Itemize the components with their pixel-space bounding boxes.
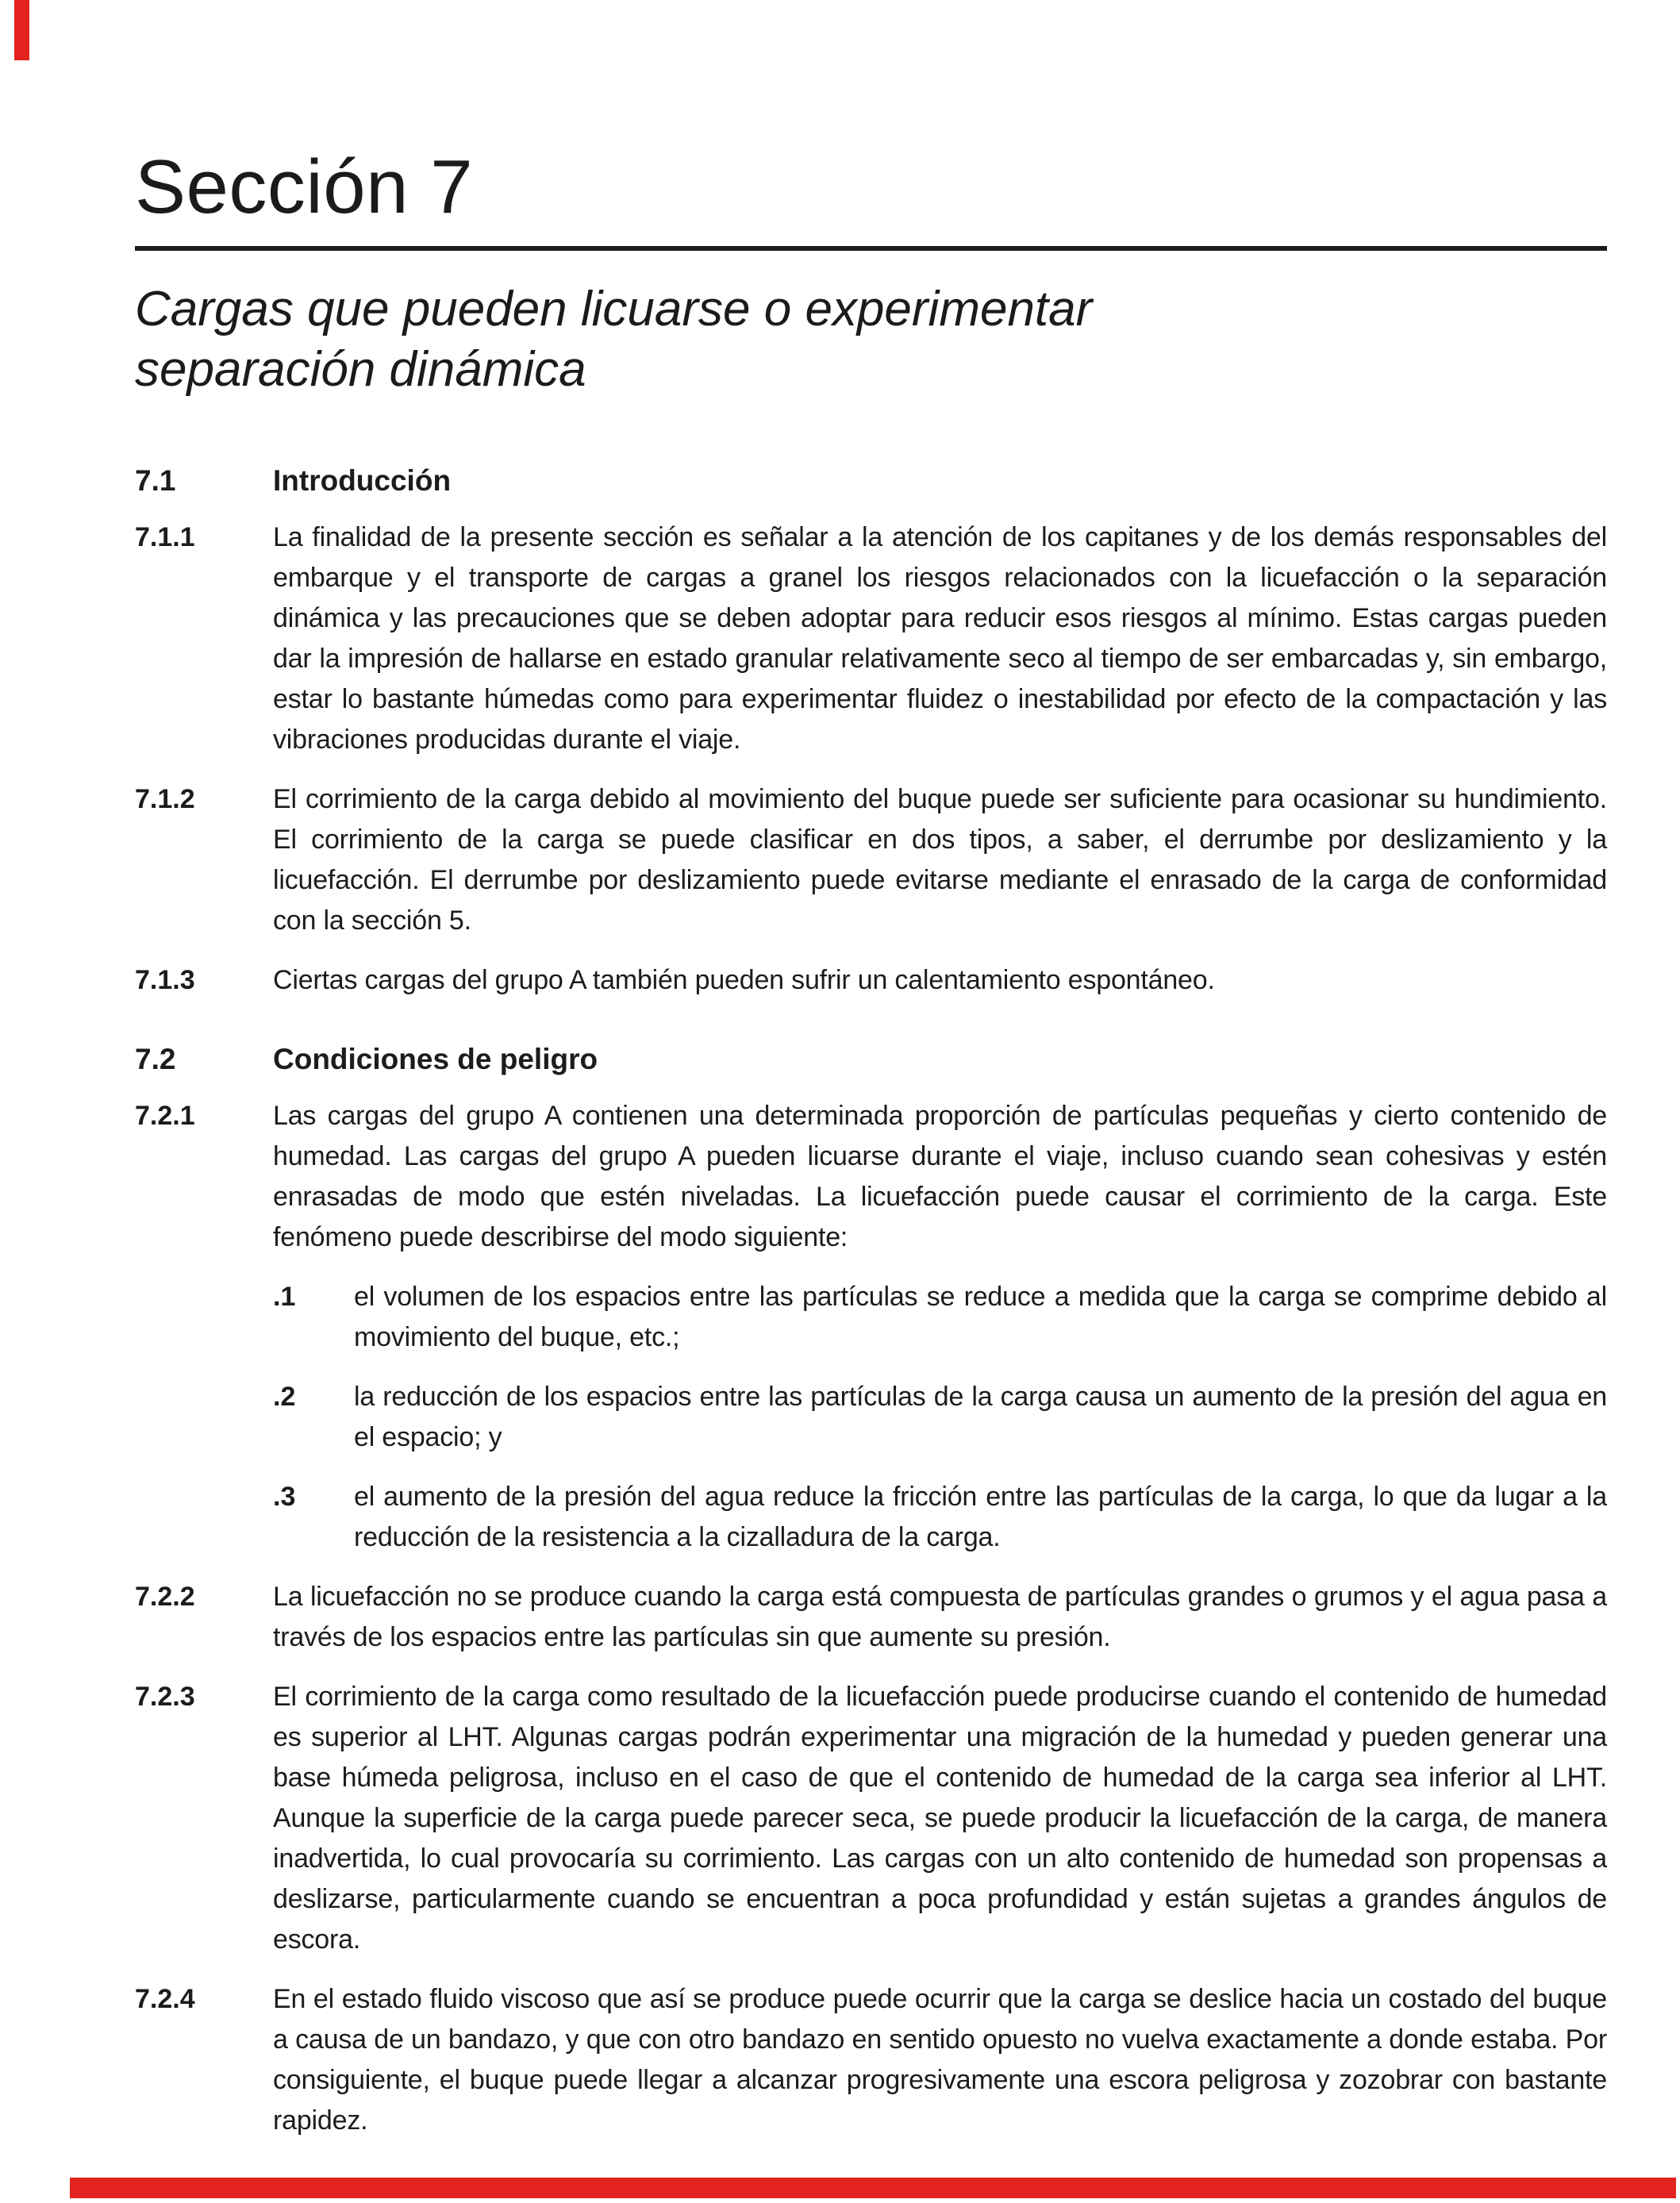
clause-text: Las cargas del grupo A contienen una determinada proporción de partículas pequeñas y cierto contenido de humedad. Las cargas del grupo A pueden licuarse durante el viaje, incluso cuando sean cohesivas y estén enrasadas de modo que estén niveladas. La licuefacción puede causar el corrimiento de la carga. Este fenómeno puede describirse del modo siguiente: [273,1101,1607,1252]
subitem-number: .2 [273,1382,296,1412]
subsection-number: 7.2 [135,1043,176,1075]
subsection-heading-7-1 [135,463,1607,498]
clause-number: 7.2.1 [135,1101,195,1131]
clause-7-1-2 [135,779,1607,941]
page-content [135,0,1607,2141]
section-title [135,279,1607,400]
clause-text: El corrimiento de la carga como resultado de la licuefacción puede producirse cuando el contenido de humedad es superior al LHT. Algunas cargas podrán experimentar una migración de la humedad y pueden generar una base húmeda peligrosa, incluso en el caso de que el contenido de humedad de la carga sea inferior al LHT. Aunque la superficie de la carga puede parecer seca, se puede producir la licuefacción de la carga, de manera inadvertida, lo cual provocaría su corrimiento. Las cargas con un alto contenido de humedad son propensas a deslizarse, particularmente cuando se encuentran a poca profundidad y están sujetas a grandes ángulos de escora. [273,1682,1607,1955]
section-number-heading: Sección 7 [135,144,474,229]
clause-text: La licuefacción no se produce cuando la carga está compuesta de partículas grandes o grumos y el agua pasa a través de los espacios entre las partículas sin que aumente su presión. [273,1582,1607,1652]
clause-7-1-1 [135,517,1607,760]
subitem-text: la reducción de los espacios entre las partículas de la carga causa un aumento de la presión del agua en el espacio; y [354,1382,1607,1452]
red-edge-mark [14,0,29,60]
clause-text: El corrimiento de la carga debido al movimiento del buque puede ser suficiente para ocasionar su hundimiento. El corrimiento de la carga se puede clasificar en dos tipos, a saber, el derrumbe por deslizamiento y la licuefacción. El derrumbe por deslizamiento puede evitarse mediante el enrasado de la carga de conformidad con la sección 5. [273,784,1607,936]
section-title-line-2: separación dinámica [135,342,586,397]
subitem-7-2-1-3 [135,1477,1607,1558]
section-title-line-1: Cargas que pueden licuarse o experimentar [135,282,1093,336]
clause-7-2-3 [135,1677,1607,1960]
clause-7-1-3 [135,960,1607,1001]
subsection-title: Condiciones de peligro [273,1043,598,1075]
clause-7-2-4 [135,1979,1607,2141]
clause-text: La finalidad de la presente sección es señalar a la atención de los capitanes y de los demás responsables del embarque y el transporte de cargas a granel los riesgos relacionados con la licuefacción o la separación dinámica y las precauciones que se deben adoptar para reducir esos riesgos al mínimo. Estas cargas pueden dar la impresión de hallarse en estado granular relativamente seco al tiempo de ser embarcadas y, sin embargo, estar lo bastante húmedas como para experimentar fluidez o inestabilidad por efecto de la compactación y las vibraciones producidas durante el viaje. [273,522,1607,755]
subitem-7-2-1-2 [135,1377,1607,1458]
clause-number: 7.2.3 [135,1682,195,1712]
subitem-number: .3 [273,1482,296,1512]
clause-number: 7.2.2 [135,1582,195,1612]
subsection-number: 7.1 [135,464,176,497]
subsection-heading-7-2 [135,1042,1607,1077]
clause-text: En el estado fluido viscoso que así se produce puede ocurrir que la carga se deslice hacia un costado del buque a causa de un bandazo, y que con otro bandazo en sentido opuesto no vuelva exactamente a donde estaba. Por consiguiente, el buque puede llegar a alcanzar progresivamente una escora peligrosa y zozobrar con bastante rapidez. [273,1984,1607,2136]
subitem-text: el volumen de los espacios entre las partículas se reduce a medida que la carga se comprime debido al movimiento del buque, etc.; [354,1282,1607,1352]
clause-text: Ciertas cargas del grupo A también pueden sufrir un calentamiento espontáneo. [273,965,1215,995]
clause-number: 7.1.3 [135,965,195,995]
red-footer-bar [70,2178,1676,2198]
heading-rule [135,246,1607,251]
clause-7-2-1 [135,1096,1607,1258]
clause-number: 7.1.2 [135,784,195,814]
subitem-7-2-1-1 [135,1277,1607,1358]
clause-7-2-2 [135,1577,1607,1658]
subitem-text: el aumento de la presión del agua reduce la fricción entre las partículas de la carga, lo que da lugar a la reducción de la resistencia a la cizalladura de la carga. [354,1482,1607,1552]
subsection-title: Introducción [273,464,452,497]
clause-number: 7.2.4 [135,1984,195,2014]
clause-number: 7.1.1 [135,522,195,552]
subitem-number: .1 [273,1282,296,1312]
